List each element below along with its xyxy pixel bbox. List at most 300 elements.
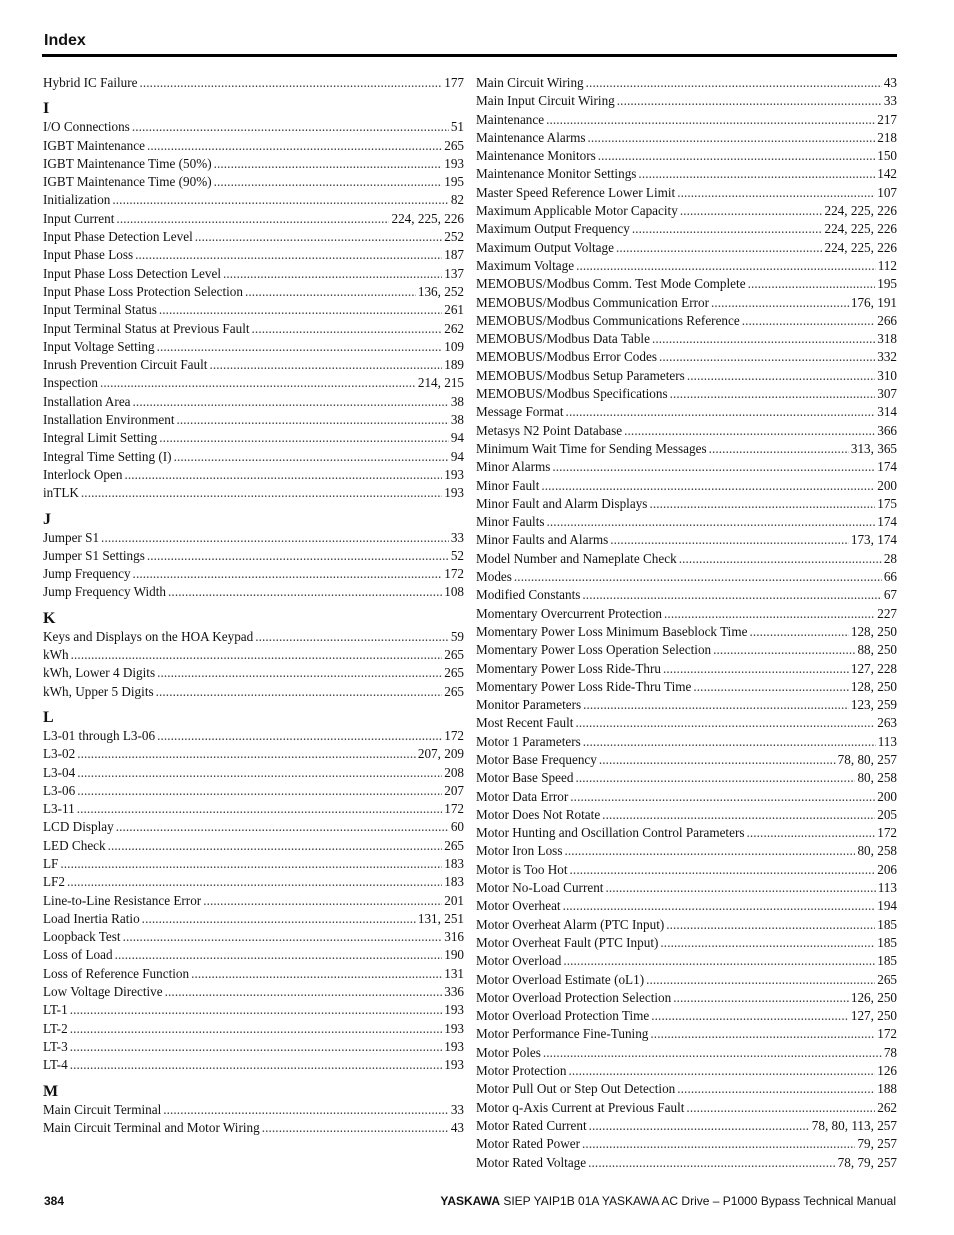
dot-leader — [664, 605, 875, 623]
index-term: Momentary Power Loss Ride-Thru — [476, 660, 661, 676]
index-entry[interactable] — [43, 374, 464, 392]
index-entry[interactable] — [43, 320, 464, 338]
index-entry[interactable] — [43, 910, 464, 928]
index-entry[interactable] — [43, 965, 464, 983]
page-references: 142 — [877, 166, 897, 182]
page-references: 318 — [877, 331, 897, 347]
dot-leader — [568, 1062, 875, 1080]
page-references: 336 — [444, 984, 464, 1000]
index-entry[interactable] — [476, 568, 897, 586]
page-references: 366 — [877, 422, 897, 438]
index-term: LT-4 — [43, 1057, 68, 1073]
index-entry[interactable] — [43, 683, 464, 701]
page-references: 131, 251 — [417, 910, 464, 926]
index-term: I/O Connections — [43, 119, 130, 135]
dot-leader — [176, 411, 448, 429]
dot-leader — [124, 466, 442, 484]
index-term: Loss of Load — [43, 947, 113, 963]
index-entry[interactable] — [476, 952, 897, 970]
page-references: 123, 259 — [850, 697, 897, 713]
dot-leader — [666, 916, 875, 934]
index-entry[interactable] — [43, 1119, 464, 1137]
index-term: LED Check — [43, 837, 106, 853]
index-term: Motor Data Error — [476, 788, 569, 804]
index-term: MEMOBUS/Modbus Data Table — [476, 331, 650, 347]
index-term: MEMOBUS/Modbus Communication Error — [476, 294, 709, 310]
index-entry[interactable] — [43, 1056, 464, 1074]
index-term: Inrush Prevention Circuit Fault — [43, 357, 208, 373]
dot-leader — [67, 873, 442, 891]
index-entry[interactable] — [476, 1117, 897, 1135]
index-entry[interactable] — [43, 356, 464, 374]
index-term: Input Phase Loss Protection Selection — [43, 283, 243, 299]
dot-leader — [575, 769, 855, 787]
index-entry[interactable] — [43, 664, 464, 682]
page-references: 113 — [877, 733, 897, 749]
page-references: 227 — [877, 605, 897, 621]
index-entry[interactable] — [476, 403, 897, 421]
index-entry[interactable] — [476, 348, 897, 366]
index-entry[interactable] — [476, 751, 897, 769]
index-entry[interactable] — [43, 283, 464, 301]
page-references: 38 — [450, 393, 464, 409]
page-references: 224, 225, 226 — [824, 239, 897, 255]
index-term: Motor Protection — [476, 1063, 567, 1079]
index-term: Keys and Displays on the HOA Keypad — [43, 628, 254, 644]
index-entry[interactable] — [476, 275, 897, 293]
page-references: 261 — [444, 302, 464, 318]
page-references: 126, 250 — [850, 989, 897, 1005]
dot-leader — [617, 92, 882, 110]
index-entry[interactable] — [43, 855, 464, 873]
page-references: 183 — [444, 874, 464, 890]
index-term: Minor Fault and Alarm Displays — [476, 495, 648, 511]
index-term: Momentary Overcurrent Protection — [476, 605, 663, 621]
index-term: IGBT Maintenance — [43, 137, 145, 153]
dot-leader — [660, 934, 875, 952]
dot-leader — [140, 74, 443, 92]
index-term: L3-04 — [43, 764, 76, 780]
index-entry[interactable] — [476, 312, 897, 330]
index-entry[interactable] — [43, 118, 464, 136]
index-entry[interactable] — [476, 989, 897, 1007]
dot-leader — [541, 477, 875, 495]
index-term: IGBT Maintenance Time (50%) — [43, 155, 212, 171]
index-entry[interactable] — [476, 184, 897, 202]
index-entry[interactable] — [43, 583, 464, 601]
index-term: Main Circuit Wiring — [476, 75, 584, 90]
dot-leader — [214, 173, 443, 191]
index-entry[interactable] — [476, 495, 897, 513]
dot-leader — [546, 111, 875, 129]
index-term: Motor Overload Estimate (oL1) — [476, 971, 645, 987]
page-references: 79, 257 — [857, 1136, 897, 1152]
index-term: Maximum Output Voltage — [476, 239, 614, 255]
index-term: Line-to-Line Resistance Error — [43, 892, 202, 908]
page-references: 175 — [877, 495, 897, 511]
page-references: 80, 258 — [857, 770, 897, 786]
page-references: 185 — [877, 953, 897, 969]
index-entry[interactable] — [476, 641, 897, 659]
index-entry[interactable] — [43, 782, 464, 800]
page-references: 224, 225, 226 — [824, 203, 897, 219]
page-references: 193 — [444, 155, 464, 171]
dot-leader — [659, 348, 875, 366]
dot-leader — [616, 239, 822, 257]
index-entry[interactable] — [476, 220, 897, 238]
page-references: 107 — [877, 184, 897, 200]
index-entry[interactable] — [43, 429, 464, 447]
index-entry[interactable] — [476, 1099, 897, 1117]
page-references: 67 — [883, 587, 897, 603]
index-entry[interactable] — [43, 764, 464, 782]
index-entry[interactable] — [43, 301, 464, 319]
index-term: Motor Performance Fine-Tuning — [476, 1026, 649, 1042]
dot-leader — [142, 910, 416, 928]
dot-leader — [133, 565, 443, 583]
index-entry[interactable] — [43, 228, 464, 246]
index-entry[interactable] — [43, 393, 464, 411]
index-term: Integral Limit Setting — [43, 430, 158, 446]
page-references: 78, 80, 257 — [837, 751, 897, 767]
dot-leader — [135, 246, 442, 264]
index-entry[interactable] — [476, 1062, 897, 1080]
dot-leader — [132, 118, 449, 136]
dot-leader — [108, 837, 443, 855]
index-entry[interactable] — [43, 892, 464, 910]
index-entry[interactable] — [43, 873, 464, 891]
dot-leader — [70, 1056, 443, 1074]
dot-leader — [588, 129, 876, 147]
dot-leader — [60, 855, 442, 873]
index-entry[interactable] — [43, 466, 464, 484]
index-entry[interactable] — [476, 586, 897, 604]
footer-manual-info — [440, 1194, 896, 1208]
index-term: Motor Iron Loss — [476, 843, 563, 859]
dot-leader — [174, 448, 449, 466]
dot-leader — [742, 312, 875, 330]
dot-leader — [157, 727, 442, 745]
page-references: 172 — [444, 801, 464, 817]
index-entry[interactable] — [476, 330, 897, 348]
index-term: kWh, Lower 4 Digits — [43, 665, 156, 681]
index-entry[interactable] — [476, 696, 897, 714]
index-term: LT-3 — [43, 1038, 68, 1054]
dot-leader — [652, 330, 875, 348]
index-term: LT-2 — [43, 1020, 68, 1036]
index-entry[interactable] — [476, 239, 897, 257]
page-references: 66 — [883, 569, 897, 585]
index-term: Jumper S1 Settings — [43, 547, 145, 563]
page-references: 113 — [877, 880, 897, 896]
page-references: 185 — [877, 916, 897, 932]
page-references: 193 — [444, 466, 464, 482]
index-entry[interactable] — [476, 824, 897, 842]
index-term: Motor Overheat — [476, 898, 561, 914]
index-entry[interactable] — [476, 660, 897, 678]
index-entry[interactable] — [476, 1154, 897, 1172]
dot-leader — [112, 191, 448, 209]
footer-manual-title: SIEP YAIP1B 01A YASKAWA AC Drive – P1000 Bypass Technical Manual — [500, 1194, 896, 1208]
index-entry[interactable] — [43, 529, 464, 547]
dot-leader — [602, 806, 875, 824]
section-letter: M — [43, 1082, 59, 1100]
page-references: 195 — [877, 276, 897, 292]
index-entry[interactable] — [476, 1080, 897, 1098]
dot-leader — [624, 422, 875, 440]
index-entry[interactable] — [476, 458, 897, 476]
dot-leader — [116, 210, 389, 228]
page-references: 38 — [450, 412, 464, 428]
index-entry[interactable] — [43, 137, 464, 155]
page-references: 109 — [444, 338, 464, 354]
dot-leader — [168, 583, 442, 601]
page-references: 51 — [450, 119, 464, 135]
page-references: 128, 250 — [850, 623, 897, 639]
page-references: 265 — [444, 683, 464, 699]
page-references: 252 — [444, 229, 464, 245]
dot-leader — [77, 782, 442, 800]
index-entry[interactable] — [476, 678, 897, 696]
index-entry[interactable] — [476, 971, 897, 989]
page-footer — [44, 1194, 896, 1208]
index-entry[interactable] — [476, 897, 897, 915]
index-term: Input Phase Loss Detection Level — [43, 265, 221, 281]
page-references: 59 — [450, 628, 464, 644]
index-entry[interactable] — [476, 806, 897, 824]
index-entry[interactable] — [476, 165, 897, 183]
index-term: Motor Pull Out or Step Out Detection — [476, 1081, 676, 1097]
index-entry[interactable] — [476, 879, 897, 897]
index-term: Motor Base Frequency — [476, 751, 597, 767]
index-term: Monitor Parameters — [476, 697, 582, 713]
index-entry[interactable] — [43, 628, 464, 646]
page-title: Index — [44, 32, 86, 49]
index-term: L3-01 through L3-06 — [43, 727, 156, 743]
dot-leader — [599, 751, 836, 769]
index-term: Input Current — [43, 210, 115, 226]
index-entry[interactable] — [43, 928, 464, 946]
dot-leader — [677, 184, 875, 202]
page-references: 200 — [877, 477, 897, 493]
index-entry[interactable] — [43, 646, 464, 664]
dot-leader — [583, 733, 876, 751]
page-references: 78, 80, 113, 257 — [811, 1117, 897, 1133]
index-entry[interactable] — [43, 246, 464, 264]
dot-leader — [255, 628, 449, 646]
page-references: 193 — [444, 485, 464, 501]
index-entry[interactable] — [476, 788, 897, 806]
index-term: Input Phase Detection Level — [43, 229, 193, 245]
page-references: 265 — [444, 665, 464, 681]
dot-leader — [650, 1025, 875, 1043]
index-term: Motor 1 Parameters — [476, 733, 581, 749]
index-entry[interactable] — [476, 934, 897, 952]
index-entry[interactable] — [476, 111, 897, 129]
index-entry[interactable] — [43, 745, 464, 763]
page-references: 131 — [444, 965, 464, 981]
index-term: Maintenance Monitors — [476, 148, 596, 164]
index-entry[interactable] — [43, 1101, 464, 1119]
page-references: 316 — [444, 929, 464, 945]
index-entry[interactable] — [43, 173, 464, 191]
index-entry[interactable] — [476, 385, 897, 403]
dot-leader — [133, 393, 449, 411]
index-entry[interactable] — [476, 531, 897, 549]
index-entry[interactable] — [476, 916, 897, 934]
header-rule — [42, 54, 897, 57]
index-term: Motor Rated Voltage — [476, 1154, 587, 1170]
page-references: 172 — [877, 1026, 897, 1042]
page-references: 60 — [450, 819, 464, 835]
dot-leader — [157, 338, 443, 356]
page-references: 218 — [877, 129, 897, 145]
index-entry[interactable] — [43, 484, 464, 502]
page-references: 262 — [444, 320, 464, 336]
index-entry[interactable] — [43, 210, 464, 228]
index-entry[interactable] — [476, 733, 897, 751]
page-references: 205 — [877, 806, 897, 822]
index-term: MEMOBUS/Modbus Communications Reference — [476, 312, 740, 328]
index-term: L3-02 — [43, 746, 76, 762]
dot-leader — [605, 879, 875, 897]
index-entry[interactable] — [476, 513, 897, 531]
index-entry[interactable] — [43, 338, 464, 356]
index-term: Maintenance Monitor Settings — [476, 166, 637, 182]
index-term: LCD Display — [43, 819, 114, 835]
index-entry[interactable] — [43, 155, 464, 173]
index-term: Main Circuit Terminal — [43, 1101, 162, 1117]
page-number: 384 — [44, 1194, 65, 1208]
index-entry[interactable] — [476, 861, 897, 879]
index-entry[interactable] — [476, 477, 897, 495]
page-references: 78, 79, 257 — [837, 1154, 897, 1170]
index-term: MEMOBUS/Modbus Specifications — [476, 386, 668, 402]
index-entry[interactable] — [476, 1135, 897, 1153]
index-term: kWh, Upper 5 Digits — [43, 683, 154, 699]
index-entry[interactable] — [43, 1020, 464, 1038]
index-entry[interactable] — [43, 74, 464, 92]
index-entry[interactable] — [43, 1038, 464, 1056]
index-entry[interactable] — [476, 129, 897, 147]
dot-leader — [209, 356, 442, 374]
dot-leader — [70, 1001, 443, 1019]
index-entry[interactable] — [476, 367, 897, 385]
index-term: Momentary Power Loss Ride-Thru Time — [476, 678, 692, 694]
index-entry[interactable] — [476, 605, 897, 623]
page-references: 263 — [877, 715, 897, 731]
index-entry[interactable] — [43, 800, 464, 818]
index-entry[interactable] — [476, 1007, 897, 1025]
page-references: 265 — [444, 837, 464, 853]
index-entry[interactable] — [476, 1025, 897, 1043]
page-references: 266 — [877, 312, 897, 328]
index-term: L3-06 — [43, 782, 76, 798]
index-entry[interactable] — [43, 946, 464, 964]
index-term: Motor Rated Current — [476, 1117, 587, 1133]
dot-leader — [598, 147, 875, 165]
index-entry[interactable] — [43, 448, 464, 466]
index-term: Input Phase Loss — [43, 247, 134, 263]
index-entry[interactable] — [43, 547, 464, 565]
index-entry[interactable] — [476, 92, 897, 110]
index-term: MEMOBUS/Modbus Comm. Test Mode Complete — [476, 276, 746, 292]
index-term: IGBT Maintenance Time (90%) — [43, 174, 212, 190]
dot-leader — [116, 818, 449, 836]
page-references: 208 — [444, 764, 464, 780]
page-references: 206 — [877, 861, 897, 877]
page-references: 217 — [877, 111, 897, 127]
index-term: Maximum Applicable Motor Capacity — [476, 203, 678, 219]
index-entry[interactable] — [43, 837, 464, 855]
index-entry[interactable] — [43, 983, 464, 1001]
dot-leader — [709, 440, 849, 458]
index-entry[interactable] — [476, 1044, 897, 1062]
index-term: Jump Frequency Width — [43, 584, 167, 600]
index-entry[interactable] — [476, 440, 897, 458]
index-entry[interactable] — [476, 74, 897, 92]
index-entry[interactable] — [476, 623, 897, 641]
index-entry[interactable] — [43, 565, 464, 583]
index-term: Motor Overload Protection Selection — [476, 989, 672, 1005]
dot-leader — [575, 714, 875, 732]
page-references: 128, 250 — [850, 678, 897, 694]
index-entry[interactable] — [476, 422, 897, 440]
index-term: Motor No-Load Current — [476, 880, 604, 896]
index-entry[interactable] — [43, 818, 464, 836]
dot-leader — [123, 928, 443, 946]
index-entry[interactable] — [476, 294, 897, 312]
page-references: 193 — [444, 1057, 464, 1073]
index-term: Motor Does Not Rotate — [476, 806, 601, 822]
index-entry[interactable] — [476, 257, 897, 275]
dot-leader — [203, 892, 442, 910]
index-entry[interactable] — [476, 769, 897, 787]
index-entry[interactable] — [476, 550, 897, 568]
page-references: 176, 191 — [850, 294, 897, 310]
page-references: 207, 209 — [417, 746, 464, 762]
index-entry[interactable] — [43, 727, 464, 745]
index-term: Inspection — [43, 375, 98, 391]
page-references: 265 — [877, 971, 897, 987]
index-entry[interactable] — [476, 202, 897, 220]
index-entry[interactable] — [43, 411, 464, 429]
index-term: Low Voltage Directive — [43, 984, 163, 1000]
dot-leader — [262, 1119, 449, 1137]
page-references: 94 — [450, 430, 464, 446]
index-entry[interactable] — [43, 265, 464, 283]
index-entry[interactable] — [43, 1001, 464, 1019]
index-column-left — [43, 74, 464, 1137]
dot-leader — [693, 678, 848, 696]
index-entry[interactable] — [476, 147, 897, 165]
page-references: 127, 228 — [850, 660, 897, 676]
index-entry[interactable] — [43, 191, 464, 209]
dot-leader — [245, 283, 416, 301]
index-term: Initialization — [43, 192, 111, 208]
index-term: Maintenance — [476, 111, 545, 127]
page-references: 193 — [444, 1038, 464, 1054]
dot-leader — [663, 660, 849, 678]
dot-leader — [147, 547, 449, 565]
dot-leader — [586, 74, 882, 92]
dot-leader — [165, 983, 443, 1001]
index-entry[interactable] — [476, 714, 897, 732]
dot-leader — [589, 1117, 810, 1135]
dot-leader — [159, 301, 442, 319]
index-entry[interactable] — [476, 842, 897, 860]
dot-leader — [670, 385, 876, 403]
